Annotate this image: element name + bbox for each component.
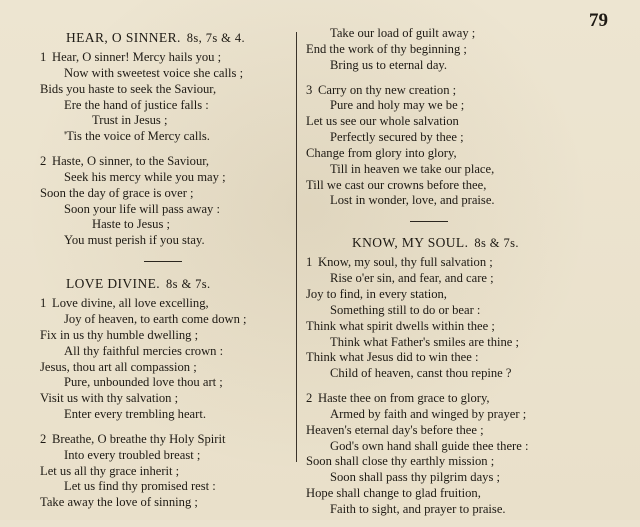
verse-line bbox=[40, 217, 285, 233]
verse-line bbox=[40, 50, 285, 66]
verse-text: Something still to do or bear : bbox=[330, 302, 481, 317]
verse-text: Think what spirit dwells within thee ; bbox=[306, 318, 495, 333]
verse-line bbox=[306, 391, 574, 407]
verse-line bbox=[306, 26, 574, 42]
verse-text: Let us find thy promised rest : bbox=[64, 479, 216, 494]
verse-text: Enter every trembling heart. bbox=[64, 407, 206, 422]
verse-text: Heaven's eternal day's before thee ; bbox=[306, 422, 484, 437]
verse-line bbox=[306, 162, 574, 178]
verse-line bbox=[306, 502, 574, 518]
right-column bbox=[306, 26, 574, 527]
verse-line bbox=[306, 178, 574, 194]
verse-line bbox=[40, 98, 285, 114]
verse-line bbox=[40, 479, 285, 495]
verse-line bbox=[306, 83, 574, 99]
stanza bbox=[40, 154, 285, 249]
verse-text: Faith to sight, and prayer to praise. bbox=[330, 501, 506, 516]
stanza-number: 1 bbox=[40, 50, 47, 64]
stanza bbox=[306, 83, 574, 210]
verse-line bbox=[306, 58, 574, 74]
verse-text: Soon shall close thy earthly mission ; bbox=[306, 454, 495, 469]
verse-line bbox=[40, 407, 285, 423]
verse-text: Till in heaven we take our place, bbox=[330, 161, 495, 176]
verse-line bbox=[40, 495, 285, 511]
verse-text: Joy of heaven, to earth come down ; bbox=[64, 311, 247, 326]
verse-text: Bids you haste to seek the Saviour, bbox=[40, 81, 217, 96]
verse-line bbox=[40, 360, 285, 376]
verse-text: Haste to Jesus ; bbox=[92, 217, 171, 232]
verse-text: Pure and holy may we be ; bbox=[330, 98, 465, 113]
hymn-title bbox=[40, 30, 285, 46]
verse-text: Soon the day of grace is over ; bbox=[40, 185, 194, 200]
verse-line bbox=[40, 186, 285, 202]
verse-text: Change from glory into glory, bbox=[306, 145, 457, 160]
verse-text: Ere the hand of justice falls : bbox=[64, 97, 209, 112]
verse-text: Joy to find, in every station, bbox=[306, 286, 447, 301]
verse-line bbox=[40, 391, 285, 407]
verse-line bbox=[306, 130, 574, 146]
column-divider bbox=[296, 32, 297, 462]
verse-line bbox=[306, 454, 574, 470]
verse-text: God's own hand shall guide thee there : bbox=[330, 438, 529, 453]
verse-line bbox=[40, 312, 285, 328]
verse-line bbox=[306, 470, 574, 486]
verse-line bbox=[306, 407, 574, 423]
hymn-title-text: HEAR, O SINNER. bbox=[66, 30, 181, 45]
verse-line bbox=[40, 82, 285, 98]
hymn-title-text: KNOW, MY SOUL. bbox=[352, 235, 469, 251]
verse-text: Visit us with thy salvation ; bbox=[40, 391, 179, 406]
page-number: 79 bbox=[589, 10, 608, 31]
verse-text: Hope shall change to glad fruition, bbox=[306, 486, 481, 501]
section-separator bbox=[144, 261, 182, 262]
left-column bbox=[40, 26, 285, 520]
verse-text: Seek his mercy while you may ; bbox=[64, 169, 226, 184]
verse-text: Love divine, all love excelling, bbox=[52, 296, 209, 311]
stanza-number: 2 bbox=[306, 391, 313, 406]
verse-line bbox=[306, 366, 574, 382]
verse-text: Soon your life will pass away : bbox=[64, 201, 221, 216]
stanza bbox=[40, 50, 285, 145]
verse-line bbox=[40, 344, 285, 360]
verse-line bbox=[40, 448, 285, 464]
verse-text: Pure, unbounded love thou art ; bbox=[64, 375, 223, 390]
verse-text: Soon shall pass thy pilgrim days ; bbox=[330, 470, 501, 485]
verse-line bbox=[306, 271, 574, 287]
verse-text: All thy faithful mercies crown : bbox=[64, 343, 224, 358]
verse-line bbox=[40, 66, 285, 82]
verse-line bbox=[40, 202, 285, 218]
stanza-number: 3 bbox=[306, 82, 313, 97]
verse-line bbox=[40, 129, 285, 145]
verse-line bbox=[306, 439, 574, 455]
verse-text: Take our load of guilt away ; bbox=[330, 26, 476, 40]
verse-text: Breathe, O breathe thy Holy Spirit bbox=[52, 431, 226, 446]
stanza-number: 1 bbox=[306, 255, 313, 270]
verse-line bbox=[306, 98, 574, 114]
stanza bbox=[40, 432, 285, 511]
verse-line bbox=[306, 42, 574, 58]
verse-text: Child of heaven, canst thou repine ? bbox=[330, 366, 512, 381]
verse-text: Into every troubled breast ; bbox=[64, 447, 201, 462]
stanza bbox=[40, 296, 285, 423]
verse-line bbox=[40, 113, 285, 129]
verse-line bbox=[306, 287, 574, 303]
hymn-meter: 8s & 7s. bbox=[166, 277, 211, 292]
hymn-title-text: LOVE DIVINE. bbox=[66, 276, 161, 292]
verse-text: Let us see our whole salvation bbox=[306, 114, 459, 129]
verse-text: Haste, O sinner, to the Saviour, bbox=[52, 154, 210, 169]
hymn-meter: 8s, 7s & 4. bbox=[186, 31, 245, 45]
verse-line bbox=[40, 154, 285, 170]
verse-line bbox=[40, 233, 285, 249]
verse-line bbox=[40, 328, 285, 344]
hymn-title bbox=[306, 235, 574, 251]
verse-text: Bring us to eternal day. bbox=[330, 57, 448, 72]
verse-text: Know, my soul, thy full salvation ; bbox=[318, 255, 493, 270]
continuation-lines bbox=[306, 26, 574, 74]
verse-line bbox=[40, 375, 285, 391]
verse-line bbox=[306, 423, 574, 439]
verse-text: Let us all thy grace inherit ; bbox=[40, 463, 180, 478]
verse-line bbox=[306, 335, 574, 351]
verse-line bbox=[40, 432, 285, 448]
verse-text: Now with sweetest voice she calls ; bbox=[64, 65, 244, 80]
verse-line bbox=[306, 146, 574, 162]
verse-line bbox=[40, 296, 285, 312]
hymn-meter: 8s & 7s. bbox=[474, 236, 519, 251]
verse-text: Haste thee on from grace to glory, bbox=[318, 391, 490, 406]
verse-line bbox=[40, 464, 285, 480]
stanza-number: 2 bbox=[40, 154, 47, 169]
verse-text: Armed by faith and winged by prayer ; bbox=[330, 406, 527, 421]
verse-line bbox=[306, 350, 574, 366]
section-separator bbox=[410, 221, 448, 222]
verse-text: Jesus, thou art all compassion ; bbox=[40, 359, 197, 374]
verse-line bbox=[306, 255, 574, 271]
hymn-title bbox=[40, 276, 285, 292]
verse-line bbox=[40, 170, 285, 186]
verse-text: End the work of thy beginning ; bbox=[306, 41, 467, 56]
verse-text: Carry on thy new creation ; bbox=[318, 82, 457, 97]
verse-line bbox=[306, 319, 574, 335]
verse-line bbox=[306, 114, 574, 130]
verse-text: Hear, O sinner! Mercy hails you ; bbox=[52, 50, 222, 64]
verse-text: 'Tis the voice of Mercy calls. bbox=[64, 129, 210, 144]
stanza-number: 1 bbox=[40, 296, 47, 311]
verse-text: Take away the love of sinning ; bbox=[40, 495, 198, 510]
verse-line bbox=[306, 193, 574, 209]
stanza bbox=[306, 255, 574, 382]
stanza bbox=[306, 391, 574, 518]
verse-text: Trust in Jesus ; bbox=[92, 113, 168, 128]
verse-text: Till we cast our crowns before thee, bbox=[306, 177, 487, 192]
stanza-number: 2 bbox=[40, 431, 47, 446]
verse-text: Rise o'er sin, and fear, and care ; bbox=[330, 271, 494, 286]
verse-text: Think what Father's smiles are thine ; bbox=[330, 334, 520, 349]
verse-line bbox=[306, 303, 574, 319]
verse-text: Think what Jesus did to win thee : bbox=[306, 350, 479, 365]
verse-line bbox=[306, 486, 574, 502]
verse-text: Perfectly secured by thee ; bbox=[330, 130, 464, 145]
verse-text: Fix in us thy humble dwelling ; bbox=[40, 327, 199, 342]
verse-text: Lost in wonder, love, and praise. bbox=[330, 193, 495, 208]
verse-text: You must perish if you stay. bbox=[64, 233, 205, 248]
